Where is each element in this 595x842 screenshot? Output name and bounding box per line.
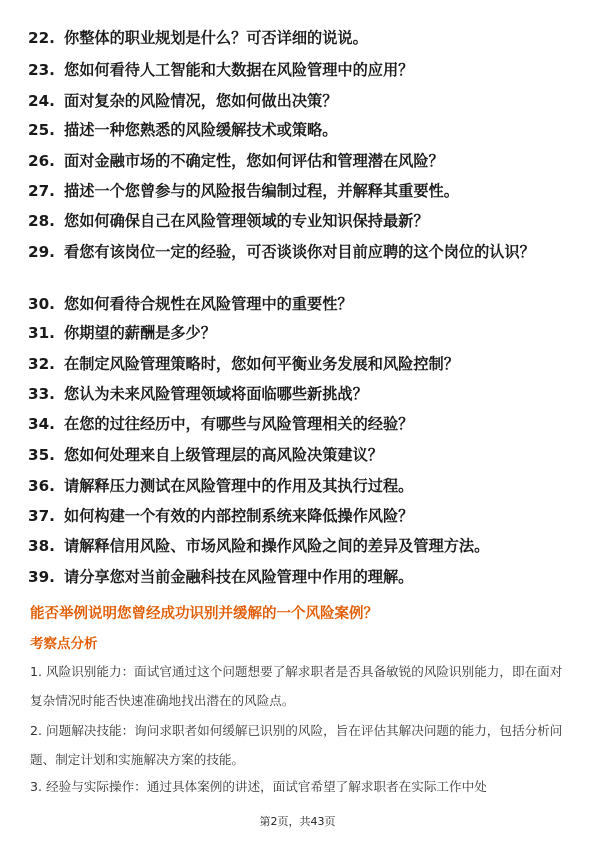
question-item: [28, 412, 558, 437]
question-number: 36.: [28, 477, 55, 495]
question-number: 39.: [28, 568, 55, 586]
question-text: 如何构建一个有效的内部控制系统来降低操作风险？: [64, 507, 414, 525]
question-number: 32.: [28, 355, 55, 373]
question-item: [28, 443, 558, 468]
question-item: [28, 240, 558, 265]
question-item: [28, 58, 558, 83]
question-item: [28, 179, 558, 204]
analysis-point: 1. 风险识别能力：面试官通过这个问题想要了解求职者是否具备敏锐的风险识别能力，即在面对复杂情况时能否快速准确地找出潜在的风险点。: [30, 664, 563, 708]
question-text: 看您有该岗位一定的经验，可否谈谈你对目前应聘的这个岗位的认识？: [64, 243, 535, 261]
question-item: [28, 118, 558, 143]
question-number: 33.: [28, 385, 55, 403]
question-text: 你期望的薪酬是多少？: [64, 324, 216, 342]
question-item: [28, 382, 558, 407]
question-number: 29.: [28, 243, 55, 261]
question-number: 30.: [28, 295, 55, 313]
question-text: 你整体的职业规划是什么？可否详细的说说。: [64, 29, 368, 47]
question-text: 在您的过往经历中，有哪些与风险管理相关的经验？: [64, 415, 414, 433]
question-number: 22.: [28, 29, 55, 47]
question-item: [28, 292, 558, 317]
question-item: [28, 209, 558, 234]
question-number: 35.: [28, 446, 55, 464]
analysis-point: 2. 问题解决技能：询问求职者如何缓解已识别的风险，旨在评估其解决问题的能力，包括分析问题、制定计划和实施解决方案的技能。: [30, 723, 563, 767]
question-text: 描述一个您曾参与的风险报告编制过程，并解释其重要性。: [64, 182, 459, 200]
question-number: 31.: [28, 324, 55, 342]
question-text: 请解释信用风险、市场风险和操作风险之间的差异及管理方法。: [64, 537, 490, 555]
question-text: 请分享您对当前金融科技在风险管理中作用的理解。: [64, 568, 414, 586]
question-item: [28, 504, 558, 529]
question-item: [28, 474, 558, 499]
question-text: 您认为未来风险管理领域将面临哪些新挑战？: [64, 385, 368, 403]
section-title: 能否举例说明您曾经成功识别并缓解的一个风险案例？: [30, 606, 378, 622]
question-number: 37.: [28, 507, 55, 525]
question-text: 请解释压力测试在风险管理中的作用及其执行过程。: [64, 477, 414, 495]
question-text: 描述一种您熟悉的风险缓解技术或策略。: [64, 121, 338, 139]
question-number: 27.: [28, 182, 55, 200]
question-item: [28, 26, 558, 51]
question-item: [28, 321, 558, 346]
question-number: 38.: [28, 537, 55, 555]
question-text: 您如何处理来自上级管理层的高风险决策建议？: [64, 446, 383, 464]
question-number: 25.: [28, 121, 55, 139]
question-text: 您如何看待人工智能和大数据在风险管理中的应用？: [64, 61, 414, 79]
question-text: 您如何看待合规性在风险管理中的重要性？: [64, 295, 353, 313]
question-text: 在制定风险管理策略时，您如何平衡业务发展和风险控制？: [64, 355, 459, 373]
question-text: 面对金融市场的不确定性，您如何评估和管理潜在风险？: [64, 152, 444, 170]
question-item: [28, 352, 558, 377]
question-item: [28, 534, 558, 559]
question-text: 面对复杂的风险情况，您如何做出决策？: [64, 92, 338, 110]
analysis-point: 3. 经验与实际操作：通过具体案例的讲述，面试官希望了解求职者在实际工作中处: [30, 779, 487, 794]
question-number: 24.: [28, 92, 55, 110]
question-text: 您如何确保自己在风险管理领域的专业知识保持最新？: [64, 212, 429, 230]
question-number: 23.: [28, 61, 55, 79]
question-number: 34.: [28, 415, 55, 433]
analysis-subtitle: 考察点分析: [30, 636, 98, 652]
question-item: [28, 149, 558, 174]
question-item: [28, 565, 558, 590]
page-footer: 第2页，共43页: [259, 815, 336, 828]
question-number: 26.: [28, 152, 55, 170]
question-item: [28, 89, 558, 114]
question-number: 28.: [28, 212, 55, 230]
